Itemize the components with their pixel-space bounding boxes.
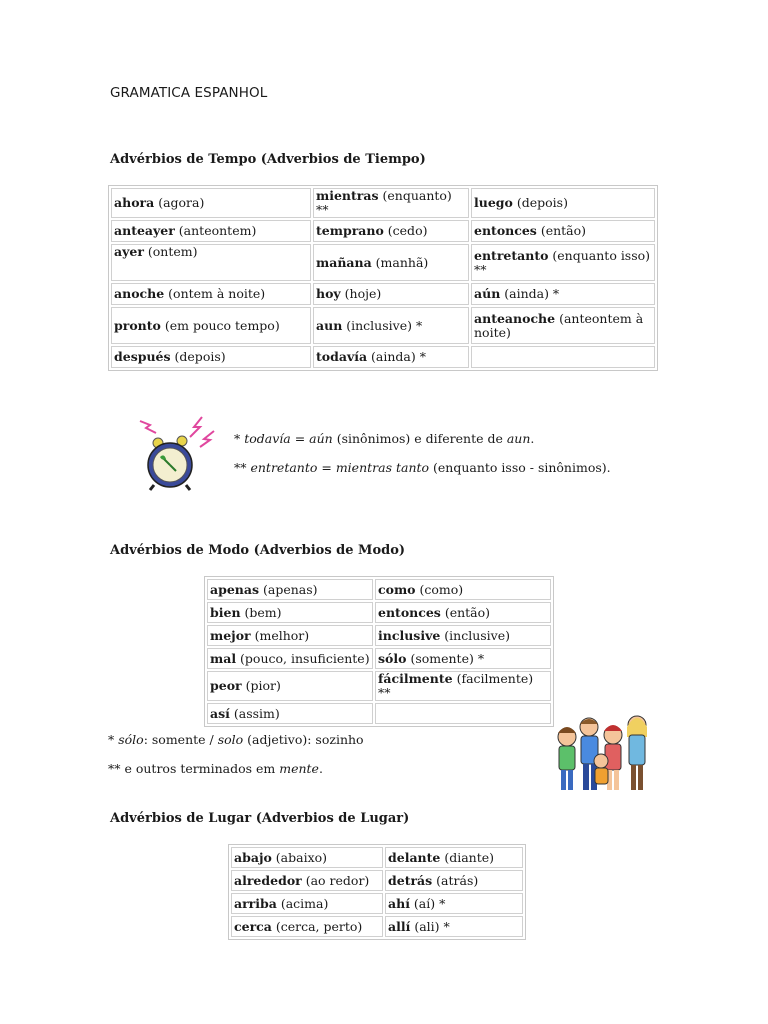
- term: entonces: [474, 223, 537, 238]
- translation: (então): [440, 604, 491, 620]
- term: peor: [210, 678, 242, 693]
- note-solo: * sólo: somente / solo (adjetivo): sozinho: [108, 732, 364, 747]
- term: ahí: [388, 895, 410, 911]
- term: entretanto: [474, 247, 549, 263]
- table-cell: [111, 283, 311, 305]
- table-cell: [313, 220, 469, 242]
- term: sólo: [378, 650, 407, 666]
- table-cell: [375, 602, 551, 623]
- table-cell: [375, 671, 551, 701]
- table-row: [207, 579, 551, 600]
- table-cell: [471, 307, 655, 344]
- table-row: [207, 625, 551, 646]
- table-row: [231, 847, 523, 868]
- heading-modo: Advérbios de Modo (Adverbios de Modo): [110, 543, 406, 558]
- table-row: [111, 188, 655, 218]
- translation: (inclusive) *: [342, 317, 423, 333]
- translation: (ali) *: [410, 918, 450, 934]
- term: luego: [474, 195, 513, 210]
- translation: (anteontem): [174, 223, 257, 238]
- term: alrededor: [234, 872, 302, 888]
- table-row: [111, 346, 655, 368]
- term: arriba: [234, 895, 277, 911]
- table-cell: [207, 671, 373, 701]
- table-cell: [375, 579, 551, 600]
- translation: (cerca, perto): [271, 918, 363, 934]
- table-cell: [111, 220, 311, 242]
- table-cell: [471, 188, 655, 218]
- translation: (pouco, insuficiente): [236, 650, 370, 666]
- table-cell: [231, 870, 383, 891]
- term: aun: [316, 317, 343, 333]
- translation: (inclusive): [440, 627, 510, 643]
- term: bien: [210, 604, 241, 620]
- table-cell: [111, 188, 311, 218]
- term: después: [114, 349, 171, 364]
- table-modo: [204, 576, 554, 727]
- table-row: [231, 916, 523, 937]
- table-cell: [231, 893, 383, 914]
- translation: (como): [415, 581, 464, 597]
- heading-lugar: Advérbios de Lugar (Adverbios de Lugar): [110, 811, 410, 826]
- table-row: [207, 648, 551, 669]
- translation: (somente) *: [406, 650, 485, 666]
- note-todavia: * todavía = aún (sinônimos) e diferente de aun.: [234, 431, 535, 446]
- table-row: [207, 602, 551, 623]
- table-cell: [313, 307, 469, 344]
- translation: (então): [536, 223, 587, 238]
- table-row: [231, 893, 523, 914]
- translation: (pior): [241, 678, 281, 693]
- table-cell: [111, 346, 311, 368]
- table-row: [111, 283, 655, 305]
- table-cell: [111, 307, 311, 344]
- term: cerca: [234, 918, 272, 934]
- term: anteayer: [114, 223, 175, 238]
- term: como: [378, 581, 416, 597]
- translation: (ainda) *: [500, 286, 560, 301]
- table-cell: [375, 648, 551, 669]
- term: pronto: [114, 317, 161, 333]
- translation: (ainda) *: [367, 349, 426, 364]
- translation: (em pouco tempo): [160, 317, 280, 333]
- table-row: [231, 870, 523, 891]
- translation: (melhor): [250, 627, 310, 643]
- table-cell: [385, 916, 523, 937]
- table-cell: [207, 703, 373, 724]
- term: anoche: [114, 286, 165, 301]
- table-cell: [471, 346, 655, 368]
- translation: (manhã): [371, 254, 429, 270]
- document-title: GRAMATICA ESPANHOL: [110, 85, 268, 101]
- term: aún: [474, 286, 501, 301]
- table-cell: [313, 244, 469, 281]
- table-cell: [207, 579, 373, 600]
- translation: (enquanto) **: [316, 188, 452, 217]
- term: apenas: [210, 581, 260, 597]
- table-cell: [313, 188, 469, 218]
- term: temprano: [316, 223, 384, 238]
- term: mejor: [210, 627, 251, 643]
- translation: (ontem à noite): [164, 286, 266, 301]
- term: abajo: [234, 849, 272, 865]
- translation: (apenas): [259, 581, 318, 597]
- term: mañana: [316, 254, 372, 270]
- translation: (anteontem à noite): [474, 310, 644, 340]
- term: hoy: [316, 286, 341, 301]
- term: ayer: [114, 244, 144, 259]
- term: detrás: [388, 872, 433, 888]
- translation: (cedo): [383, 223, 428, 238]
- table-cell: [207, 625, 373, 646]
- note-mente: ** e outros terminados em mente.: [108, 761, 323, 776]
- table-lugar: [228, 844, 526, 940]
- table-cell: [313, 346, 469, 368]
- term: ahora: [114, 195, 155, 210]
- heading-tempo: Advérbios de Tempo (Adverbios de Tiempo): [110, 152, 426, 167]
- translation: (ontem): [143, 244, 198, 259]
- term: mal: [210, 650, 237, 666]
- term: delante: [388, 849, 441, 865]
- translation: (ao redor): [301, 872, 370, 888]
- translation: (enquanto isso) **: [474, 247, 651, 277]
- table-cell: [471, 244, 655, 281]
- translation: (aí) *: [409, 895, 446, 911]
- group-of-people-icon: [553, 713, 657, 795]
- table-cell: [471, 283, 655, 305]
- table-cell: [471, 220, 655, 242]
- table-row: [111, 244, 655, 281]
- table-row: [207, 671, 551, 701]
- term: anteanoche: [474, 310, 556, 326]
- translation: (bem): [240, 604, 282, 620]
- table-cell: [207, 648, 373, 669]
- translation: (facilmente) **: [378, 671, 534, 700]
- table-cell: [231, 847, 383, 868]
- table-row: [111, 220, 655, 242]
- table-cell: [375, 625, 551, 646]
- table-cell: [231, 916, 383, 937]
- table-cell: [111, 244, 311, 281]
- table-tempo: [108, 185, 658, 371]
- translation: (agora): [154, 195, 205, 210]
- table-cell: [313, 283, 469, 305]
- term: fácilmente: [378, 671, 453, 686]
- translation: (assim): [229, 705, 280, 721]
- translation: (diante): [440, 849, 495, 865]
- table-row: [207, 703, 551, 724]
- table-row: [111, 307, 655, 344]
- term: mientras: [316, 188, 379, 203]
- term: allí: [388, 918, 411, 934]
- term: entonces: [378, 604, 441, 620]
- alarm-clock-icon: [136, 413, 218, 493]
- term: inclusive: [378, 627, 441, 643]
- translation: (atrás): [432, 872, 479, 888]
- table-cell: [207, 602, 373, 623]
- term: así: [210, 705, 230, 721]
- translation: (hoje): [340, 286, 382, 301]
- translation: (depois): [512, 195, 568, 210]
- table-cell: [385, 847, 523, 868]
- term: todavía: [316, 349, 368, 364]
- translation: (depois): [170, 349, 226, 364]
- translation: (abaixo): [271, 849, 328, 865]
- note-entretanto: ** entretanto = mientras tanto (enquanto isso - sinônimos).: [234, 460, 611, 475]
- table-cell: [375, 703, 551, 724]
- table-cell: [385, 870, 523, 891]
- translation: (acima): [276, 895, 329, 911]
- table-cell: [385, 893, 523, 914]
